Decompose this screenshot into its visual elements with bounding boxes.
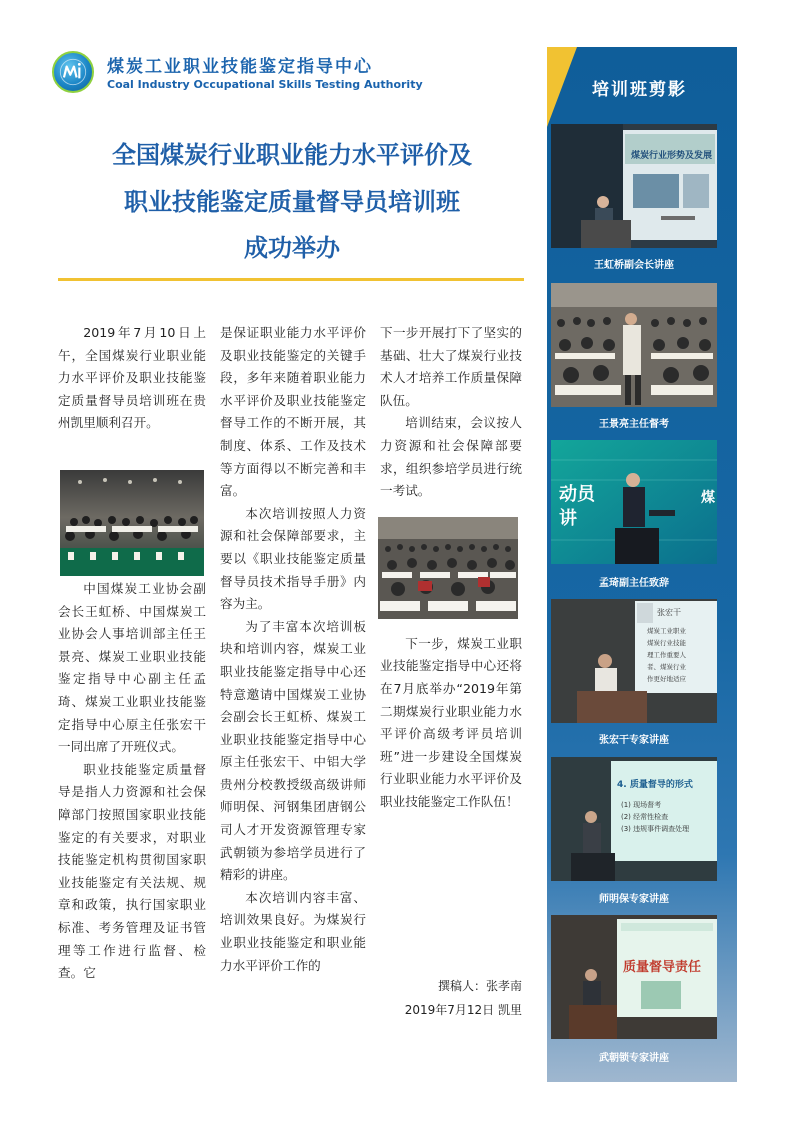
photo-opening-ceremony	[60, 470, 204, 576]
logo-mark-icon	[54, 53, 92, 91]
slide-item: (1) 现场督考	[621, 801, 662, 809]
photo-training-hall	[378, 517, 518, 619]
paragraph: 下一步，煤炭工业职业技能鉴定指导中心还将在7月底举办“2019年第二期煤炭行业职业能力水平评价高级考评员培训班”进一步建设全国煤炭行业职业能力水平评价及职业技能鉴定工作队伍！	[380, 635, 522, 809]
article-title-line1: 全国煤炭行业职业能力水平评价及	[112, 140, 472, 169]
slide-text: 质量督导责任	[623, 960, 702, 975]
slide-line: 煤炭行业技能	[647, 639, 686, 647]
sidebar-photo-5	[551, 757, 717, 881]
sidebar-title: 培训班剪影	[592, 80, 687, 100]
sidebar-photo-1	[551, 124, 717, 248]
paragraph: 是保证职业能力水平评价及职业技能鉴定的关键手段，多年来随着职业能力水平评价及职业技能鉴定督导工作的不断开展，其制度、体系、工作及技术等方面得以不断完善和丰富。	[220, 325, 366, 499]
date-line: 2019年7月12日 凯里	[404, 1003, 522, 1017]
paragraph: 下一步开展打下了坚实的基础、壮大了煤炭行业技术人才培养工作质量保障队伍。	[380, 325, 522, 408]
org-name-en: Coal Industry Occupational Skills Testing Authority	[107, 78, 423, 91]
paragraph: 本次培训按照人力资源和社会保障部要求，主要以《职业技能鉴定质量督导员技术指导手册》内容为主。	[220, 505, 366, 612]
org-name-cn: 煤炭工业职业技能鉴定指导中心	[107, 57, 373, 77]
paragraph: 培训结束，会议按人力资源和社会保障部要求，组织参培学员进行统一考试。	[380, 415, 522, 499]
sidebar-caption-4: 张宏干专家讲座	[599, 735, 669, 746]
paragraph: 2019年7月10日上午，全国煤炭行业职业能力水平评价及职业技能鉴定质量督导员培训班在贵州凯里顺利召开。	[58, 325, 206, 431]
sidebar-photo-3	[551, 440, 717, 564]
sidebar-photo-6	[551, 915, 717, 1039]
slide-line: 理工作重要人	[647, 651, 686, 659]
article-column-2	[220, 322, 366, 977]
slide-speaker-name: 张宏干	[657, 608, 681, 617]
sidebar-caption-6: 武朝锁专家讲座	[599, 1053, 669, 1064]
paragraph: 中国煤炭工业协会副会长王虹桥、中国煤炭工业协会人事培训部主任王景亮、煤炭工业职业技能鉴定指导中心副主任孟琦、煤炭工业职业技能鉴定指导中心原主任张宏干一同出席了开班仪式。	[58, 581, 206, 755]
slide-text: 动员	[559, 484, 595, 505]
slide-heading: 4. 质量督导的形式	[617, 780, 693, 790]
slide-item: (3) 违规事件调查处理	[621, 825, 690, 833]
slide-text: 讲	[559, 508, 577, 529]
title-divider	[58, 278, 524, 281]
article-column-1	[58, 322, 206, 985]
paragraph: 职业技能鉴定质量督导是指人力资源和社会保障部门按照国家职业技能鉴定的有关要求，对职业技能鉴定机构贯彻国家职业技能鉴定有关法规、规章和政策，执行国家职业标准、考务管理及证书管理等工作进行监督、检查。它	[58, 761, 206, 981]
sidebar-caption-2: 王景亮主任督考	[599, 419, 669, 430]
paragraph: 本次培训内容丰富、培训效果良好。为煤炭行业职业技能鉴定和职业能力水平评价工作的	[220, 889, 366, 973]
slide-text: 煤	[701, 490, 715, 506]
paragraph: 为了丰富本次培训板块和培训内容，煤炭工业职业技能鉴定指导中心还特意邀请中国煤炭工业协会副会长王虹桥、煤炭工业职业技能鉴定指导中心原主任张宏干、中铝大学贵州分校教授级高级讲师师明保、河钢集团唐钢公司人才开发资源管理专家武朝锁为参培学员进行了精彩的讲座。	[220, 618, 366, 883]
article-title-line3: 成功举办	[244, 233, 340, 262]
sidebar-caption-3: 孟琦副主任致辞	[599, 578, 669, 589]
org-logo	[52, 51, 94, 93]
slide-line: 煤炭工业职业	[647, 627, 686, 635]
sidebar-caption-1: 王虹桥副会长讲座	[594, 260, 674, 271]
slide-title: 煤炭行业形势及发展	[631, 151, 713, 161]
slide-line: 作更好地适应	[647, 675, 686, 683]
sidebar-photo-2	[551, 283, 717, 407]
article-title-line2: 职业技能鉴定质量督导员培训班	[124, 187, 460, 216]
slide-line: 者、煤炭行业	[647, 663, 686, 671]
slide-item: (2) 经常性检查	[621, 813, 669, 821]
sidebar-caption-5: 师明保专家讲座	[599, 894, 669, 905]
author-line: 撰稿人：张孝南	[437, 979, 522, 993]
sidebar-photo-4	[551, 599, 717, 723]
